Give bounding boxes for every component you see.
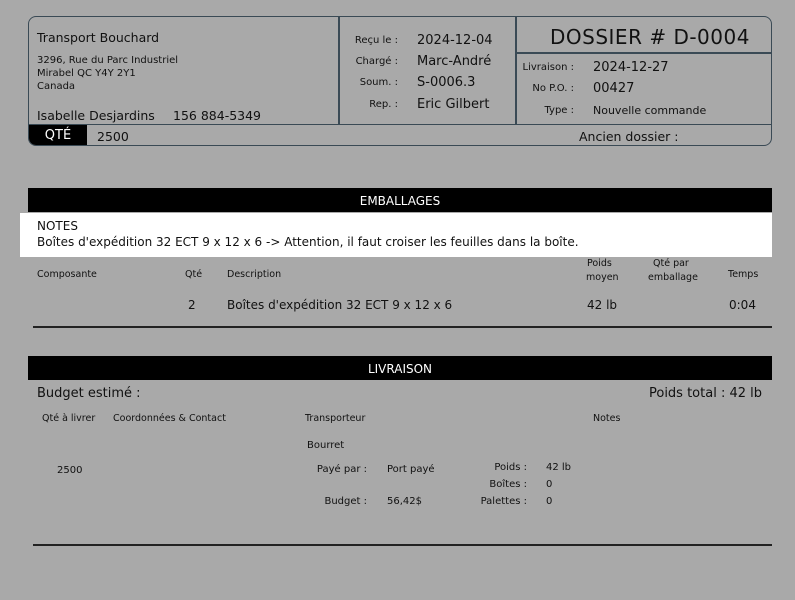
poids-label: Poids :	[494, 462, 527, 473]
livraison-label: Livraison :	[522, 62, 574, 73]
row-description: Boîtes d'expédition 32 ECT 9 x 12 x 6	[227, 298, 453, 312]
address-line-1: 3296, Rue du Parc Industriel	[37, 55, 179, 66]
ancien-dossier-label: Ancien dossier :	[579, 129, 679, 144]
col-emballage: emballage	[648, 272, 698, 283]
contact-phone: 156 884-5349	[173, 108, 262, 123]
livraison-value: 2024-12-27	[593, 60, 669, 75]
dossier-header	[28, 16, 772, 146]
soum-value: S-0006.3	[417, 75, 476, 90]
address-line-2: Mirabel QC Y4Y 2Y1	[37, 68, 136, 79]
notes-text: Boîtes d'expédition 32 ECT 9 x 12 x 6 -> Attention, il faut croiser les feuilles dans la boîte.	[37, 235, 579, 249]
dossier-title: DOSSIER # D-0004	[550, 25, 750, 49]
col-notes: Notes	[593, 413, 621, 424]
budget-estime-label: Budget estimé :	[37, 386, 141, 401]
col-coordonnees: Coordonnées & Contact	[113, 413, 226, 424]
divider	[33, 326, 772, 328]
qte-value: 2500	[97, 129, 129, 144]
col-temps: Temps	[728, 269, 759, 280]
livraison-header: LIVRAISON	[28, 356, 772, 380]
budget-row-value: 56,42$	[387, 496, 422, 507]
rep-label: Rep. :	[369, 99, 398, 110]
col-description: Description	[227, 269, 282, 280]
charge-value: Marc-André	[417, 54, 492, 69]
rep-value: Eric Gilbert	[417, 97, 490, 112]
transporteur-value: Bourret	[307, 440, 345, 451]
row-poids: 42 lb	[587, 298, 618, 312]
palettes-label: Palettes :	[480, 496, 527, 507]
divider	[33, 544, 772, 546]
boites-value: 0	[546, 479, 553, 490]
quantity-bar	[29, 124, 771, 146]
palettes-value: 0	[546, 496, 553, 507]
recu-value: 2024-12-04	[417, 33, 493, 48]
col-poids: Poids	[587, 258, 612, 269]
emballages-header: EMBALLAGES	[28, 188, 772, 212]
charge-label: Chargé :	[355, 56, 398, 67]
notes-title: NOTES	[37, 219, 78, 233]
po-label: No P.O. :	[532, 83, 574, 94]
contact-name: Isabelle Desjardins	[37, 108, 155, 123]
col-qte-par: Qté par	[653, 258, 689, 269]
poids-value: 42 lb	[546, 462, 572, 473]
qte-label: QTÉ	[29, 125, 87, 146]
paye-par-value: Port payé	[387, 464, 435, 475]
qte-livrer-value: 2500	[57, 465, 83, 476]
row-temps: 0:04	[729, 298, 756, 312]
poids-total: Poids total : 42 lb	[648, 386, 762, 401]
soum-label: Soum. :	[359, 77, 398, 88]
col-qte-livrer: Qté à livrer	[42, 413, 96, 424]
col-poids-moyen: moyen	[586, 272, 619, 283]
notes-box	[20, 213, 772, 257]
po-value: 00427	[593, 81, 635, 96]
row-qte: 2	[188, 298, 196, 312]
type-label: Type :	[544, 105, 574, 116]
col-qte: Qté	[185, 269, 203, 280]
recu-label: Reçu le :	[354, 35, 398, 46]
divider	[515, 52, 772, 54]
budget-row-label: Budget :	[324, 496, 367, 507]
boites-label: Boîtes :	[489, 479, 527, 490]
address-line-3: Canada	[37, 81, 76, 92]
paye-par-label: Payé par :	[316, 464, 367, 475]
type-value: Nouvelle commande	[593, 104, 707, 117]
col-transporteur: Transporteur	[305, 413, 366, 424]
company-name: Transport Bouchard	[37, 30, 160, 45]
col-composante: Composante	[37, 269, 97, 280]
